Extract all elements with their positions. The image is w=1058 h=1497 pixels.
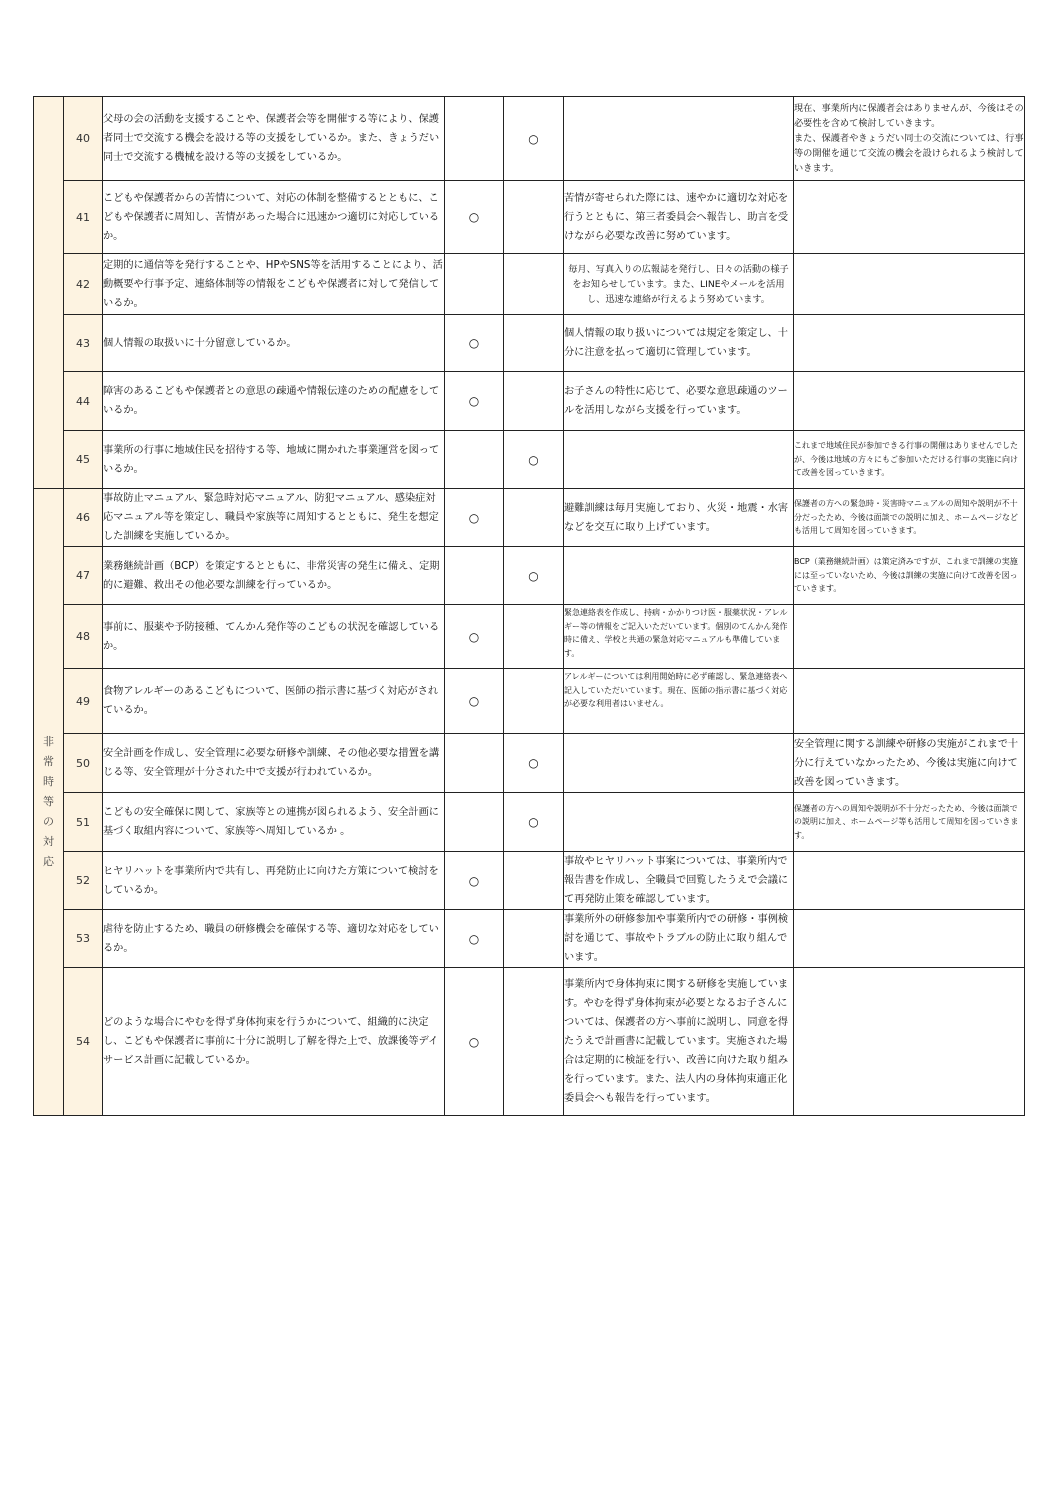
table-row xyxy=(34,734,1025,793)
item-text: 業務継続計画（BCP）を策定するとともに、非常災害の発生に備え、定期的に避難、救出その他必要な訓練を行っているか。 xyxy=(103,547,445,605)
row-number: 43 xyxy=(64,315,103,372)
item-text: 虐待を防止するため、職員の研修機会を確保する等、適切な対応をしているか。 xyxy=(103,910,445,968)
item-text: 定期的に通信等を発行することや、HPやSNS等を活用することにより、活動概要や行事予定、連絡体制等の情報をこどもや保護者に対して発信しているか。 xyxy=(103,254,445,315)
item-text: 事前に、服薬や予防接種、てんかん発作等のこどもの状況を確認しているか。 xyxy=(103,605,445,669)
improvement-cell xyxy=(794,852,1025,910)
row-number: 47 xyxy=(64,547,103,605)
row-number: 46 xyxy=(64,489,103,547)
no-mark: ○ xyxy=(504,734,564,793)
improvement-cell: 保護者の方への緊急時・災害時マニュアルの周知や説明が不十分だったため、今後は面談での説明に加え、ホームページなども活用して周知を図っていきます。 xyxy=(794,489,1025,547)
item-text: 食物アレルギーのあるこどもについて、医師の指示書に基づく対応がされているか。 xyxy=(103,669,445,734)
table-row xyxy=(34,372,1025,431)
comment-cell: お子さんの特性に応じて、必要な意思疎通のツールを活用しながら支援を行っています。 xyxy=(564,372,794,431)
row-number: 51 xyxy=(64,793,103,852)
improvement-cell xyxy=(794,372,1025,431)
table-row xyxy=(34,910,1025,968)
yes-mark: ○ xyxy=(445,315,504,372)
table-row xyxy=(34,431,1025,489)
no-mark: ○ xyxy=(504,431,564,489)
comment-cell: アレルギーについては利用開始時に必ず確認し、緊急連絡表へ記入していただいています。現在、医師の指示書に基づく対応が必要な利用者はいません。 xyxy=(564,669,794,734)
row-number: 44 xyxy=(64,372,103,431)
yes-mark xyxy=(445,547,504,605)
table-row xyxy=(34,489,1025,547)
improvement-cell: BCP（業務継続計画）は策定済みですが、これまで訓練の実施には至っていないため、今後は訓練の実施に向けて改善を図っていきます。 xyxy=(794,547,1025,605)
no-mark: ○ xyxy=(504,97,564,181)
item-text: 障害のあるこどもや保護者との意思の疎通や情報伝達のための配慮をしているか。 xyxy=(103,372,445,431)
improvement-cell xyxy=(794,315,1025,372)
no-mark xyxy=(504,254,564,315)
no-mark xyxy=(504,489,564,547)
table-row xyxy=(34,97,1025,181)
comment-cell: 事業所内で身体拘束に関する研修を実施しています。やむを得ず身体拘束が必要となるお子さんについては、保護者の方へ事前に説明し、同意を得たうえで計画書に記載しています。実施された場合は定期的に検証を行い、改善に向けた取り組みを行っています。また、法人内の身体拘束適正化委員会へも報告を行っています。 xyxy=(564,968,794,1116)
comment-cell xyxy=(564,793,794,852)
no-mark xyxy=(504,372,564,431)
no-mark xyxy=(504,181,564,254)
row-number: 42 xyxy=(64,254,103,315)
table-row xyxy=(34,852,1025,910)
comment-cell xyxy=(564,547,794,605)
row-number: 41 xyxy=(64,181,103,254)
row-number: 50 xyxy=(64,734,103,793)
no-mark xyxy=(504,669,564,734)
yes-mark: ○ xyxy=(445,181,504,254)
evaluation-table xyxy=(33,96,1025,1116)
item-text: どのような場合にやむを得ず身体拘束を行うかについて、組織的に決定し、こどもや保護者に事前に十分に説明し了解を得た上で、放課後等デイサービス計画に記載しているか。 xyxy=(103,968,445,1116)
improvement-cell xyxy=(794,669,1025,734)
table-row xyxy=(34,669,1025,734)
yes-mark xyxy=(445,431,504,489)
table-row xyxy=(34,181,1025,254)
comment-cell: 緊急連絡表を作成し、持病・かかりつけ医・服薬状況・アレルギー等の情報をご記入いただいています。個別のてんかん発作時に備え、学校と共通の緊急対応マニュアルも準備しています。 xyxy=(564,605,794,669)
row-number: 54 xyxy=(64,968,103,1116)
table-row xyxy=(34,605,1025,669)
yes-mark: ○ xyxy=(445,852,504,910)
no-mark xyxy=(504,605,564,669)
no-mark xyxy=(504,910,564,968)
comment-cell: 毎月、写真入りの広報誌を発行し、日々の活動の様子をお知らせしています。また、LINEやメールを活用し、迅速な連絡が行えるよう努めています。 xyxy=(564,254,794,315)
yes-mark: ○ xyxy=(445,489,504,547)
comment-cell: 避難訓練は毎月実施しており、火災・地震・水害などを交互に取り上げています。 xyxy=(564,489,794,547)
row-number: 48 xyxy=(64,605,103,669)
item-text: 父母の会の活動を支援することや、保護者会等を開催する等により、保護者同士で交流する機会を設ける等の支援をしているか。また、きょうだい同士で交流する機械を設ける等の支援をしているか。 xyxy=(103,97,445,181)
improvement-cell xyxy=(794,181,1025,254)
yes-mark: ○ xyxy=(445,669,504,734)
category-cell xyxy=(34,489,64,1116)
row-number: 45 xyxy=(64,431,103,489)
improvement-cell xyxy=(794,605,1025,669)
comment-cell xyxy=(564,734,794,793)
improvement-cell: 保護者の方への周知や説明が不十分だったため、今後は面談での説明に加え、ホームページ等も活用して周知を図っていきます。 xyxy=(794,793,1025,852)
category-label: 非常時等の対応 xyxy=(43,735,54,868)
no-mark xyxy=(504,315,564,372)
yes-mark: ○ xyxy=(445,605,504,669)
yes-mark: ○ xyxy=(445,372,504,431)
comment-cell: 苦情が寄せられた際には、速やかに適切な対応を行うとともに、第三者委員会へ報告し、助言を受けながら必要な改善に努めています。 xyxy=(564,181,794,254)
yes-mark xyxy=(445,97,504,181)
item-text: 安全計画を作成し、安全管理に必要な研修や訓練、その他必要な措置を講じる等、安全管理が十分された中で支援が行われているか。 xyxy=(103,734,445,793)
table-row xyxy=(34,315,1025,372)
comment-cell: 個人情報の取り扱いについては規定を策定し、十分に注意を払って適切に管理しています。 xyxy=(564,315,794,372)
no-mark xyxy=(504,968,564,1116)
item-text: 事故防止マニュアル、緊急時対応マニュアル、防犯マニュアル、感染症対応マニュアル等を策定し、職員や家族等に周知するとともに、発生を想定した訓練を実施しているか。 xyxy=(103,489,445,547)
table-row xyxy=(34,968,1025,1116)
no-mark xyxy=(504,852,564,910)
item-text: 事業所の行事に地域住民を招待する等、地域に開かれた事業運営を図っているか。 xyxy=(103,431,445,489)
no-mark: ○ xyxy=(504,547,564,605)
table-row xyxy=(34,547,1025,605)
yes-mark xyxy=(445,254,504,315)
item-text: ヒヤリハットを事業所内で共有し、再発防止に向けた方策について検討をしているか。 xyxy=(103,852,445,910)
improvement-cell xyxy=(794,254,1025,315)
row-number: 52 xyxy=(64,852,103,910)
row-number: 49 xyxy=(64,669,103,734)
row-number: 53 xyxy=(64,910,103,968)
table-row xyxy=(34,793,1025,852)
no-mark: ○ xyxy=(504,793,564,852)
improvement-cell: 安全管理に関する訓練や研修の実施がこれまで十分に行えていなかったため、今後は実施に向けて改善を図っていきます。 xyxy=(794,734,1025,793)
item-text: こどもの安全確保に関して、家族等との連携が図られるよう、安全計画に基づく取組内容について、家族等へ周知しているか 。 xyxy=(103,793,445,852)
yes-mark xyxy=(445,793,504,852)
table-row xyxy=(34,254,1025,315)
comment-cell: 事故やヒヤリハット事案については、事業所内で報告書を作成し、全職員で回覧したうえで会議にて再発防止策を確認しています。 xyxy=(564,852,794,910)
comment-cell: 事業所外の研修参加や事業所内での研修・事例検討を通じて、事故やトラブルの防止に取り組んでいます。 xyxy=(564,910,794,968)
comment-cell xyxy=(564,97,794,181)
yes-mark xyxy=(445,734,504,793)
comment-cell xyxy=(564,431,794,489)
improvement-cell: 現在、事業所内に保護者会はありませんが、今後はその必要性を含めて検討していきます。 また、保護者やきょうだい同士の交流については、行事等の開催を通じて交流の機会を設けられるよう検討していきます。 xyxy=(794,97,1025,181)
category-cell xyxy=(34,97,64,489)
improvement-cell xyxy=(794,910,1025,968)
yes-mark: ○ xyxy=(445,968,504,1116)
improvement-cell xyxy=(794,968,1025,1116)
row-number: 40 xyxy=(64,97,103,181)
improvement-cell: これまで地域住民が参加できる行事の開催はありませんでしたが、今後は地域の方々にもご参加いただける行事の実施に向けて改善を図っていきます。 xyxy=(794,431,1025,489)
yes-mark: ○ xyxy=(445,910,504,968)
item-text: こどもや保護者からの苦情について、対応の体制を整備するとともに、こどもや保護者に周知し、苦情があった場合に迅速かつ適切に対応しているか。 xyxy=(103,181,445,254)
item-text: 個人情報の取扱いに十分留意しているか。 xyxy=(103,315,445,372)
